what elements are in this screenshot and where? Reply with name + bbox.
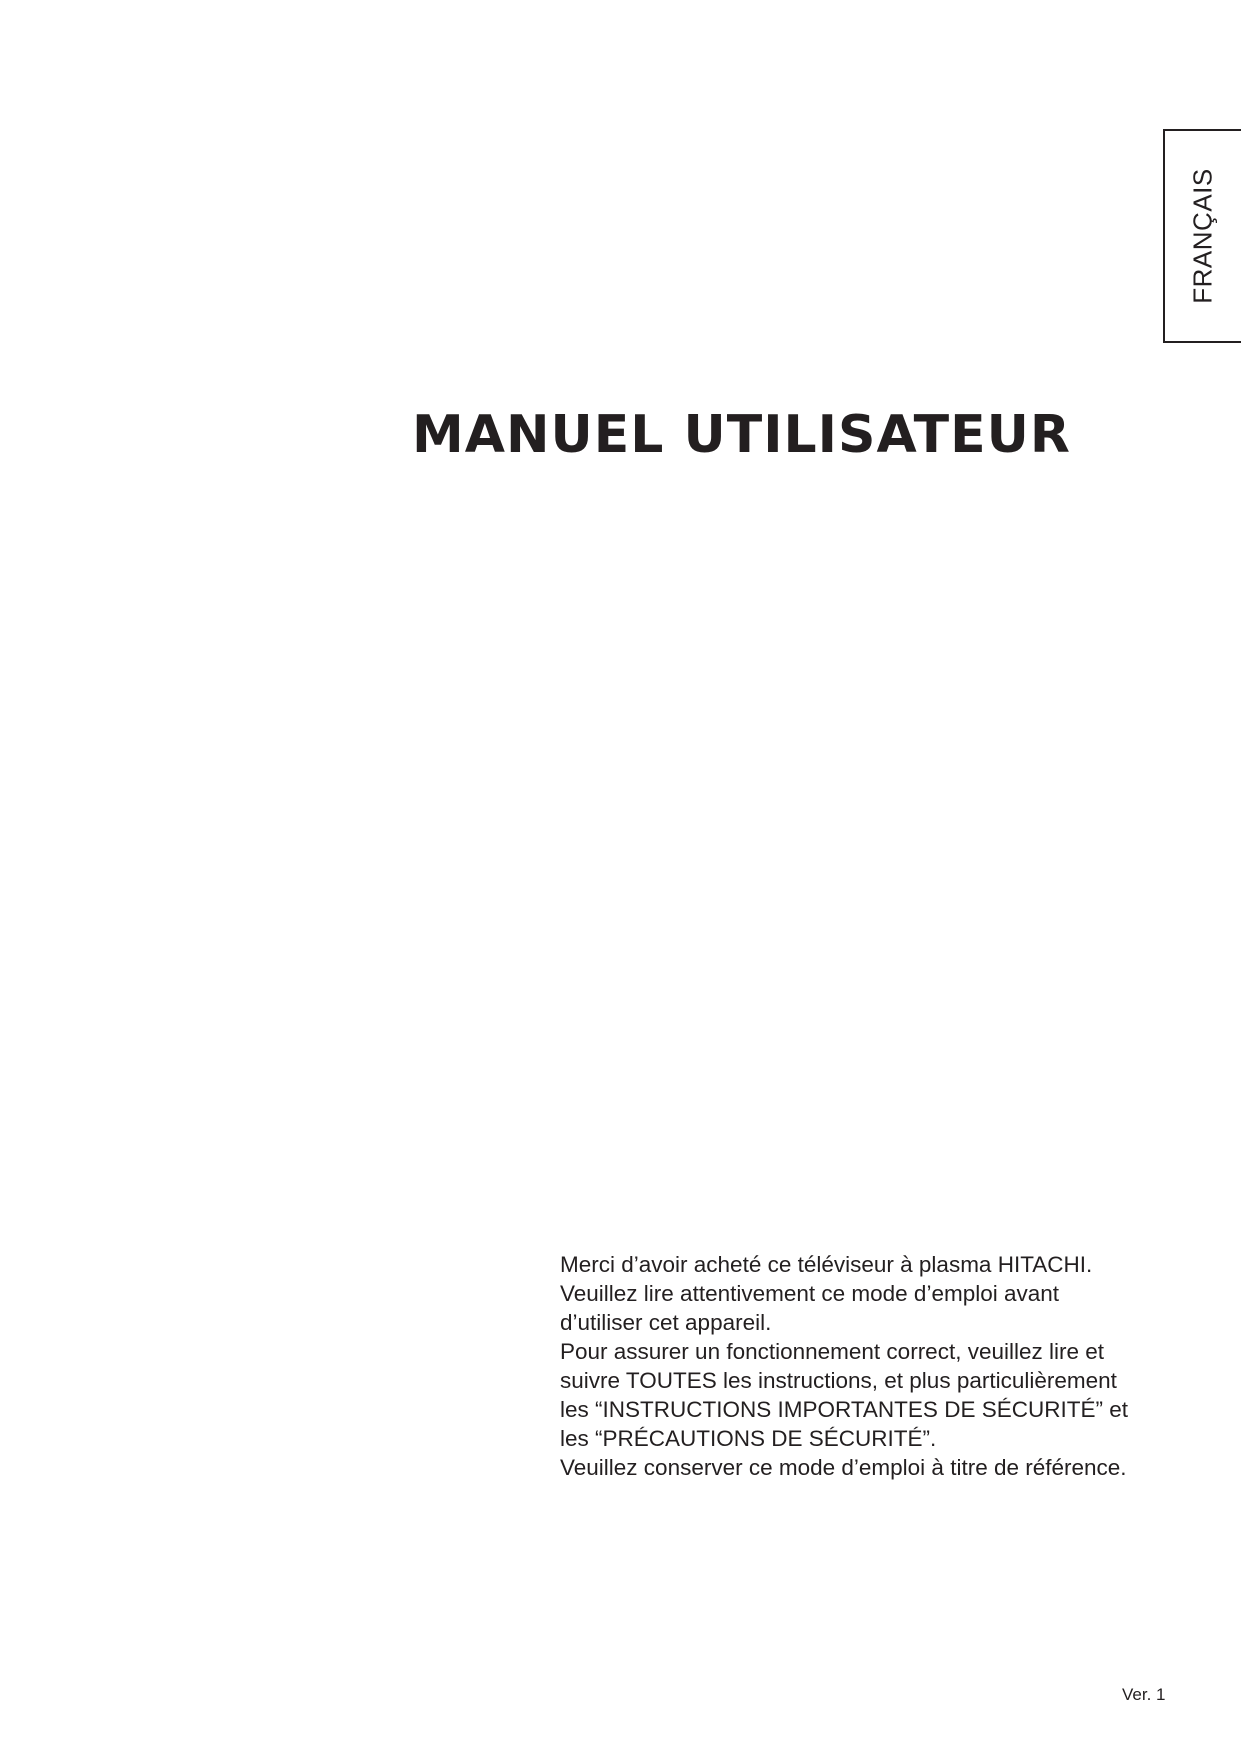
intro-line: les “INSTRUCTIONS IMPORTANTES DE SÉCURITÉ” et [560, 1397, 1128, 1422]
intro-line: Pour assurer un fonctionnement correct, veuillez lire et [560, 1339, 1105, 1364]
version-label: Ver. 1 [1122, 1685, 1166, 1704]
intro-line: Merci d’avoir acheté ce téléviseur à plasma HITACHI. [560, 1252, 1093, 1277]
intro-line: Veuillez conserver ce mode d’emploi à titre de référence. [560, 1455, 1127, 1480]
intro-paragraph [560, 1250, 1200, 1482]
language-tab [1163, 129, 1241, 343]
document-title: MANUEL UTILISATEUR [412, 405, 1071, 465]
intro-line: Veuillez lire attentivement ce mode d’emploi avant [560, 1281, 1060, 1306]
intro-line: les “PRÉCAUTIONS DE SÉCURITÉ”. [560, 1426, 937, 1451]
language-tab-label: FRANÇAIS [1187, 168, 1218, 304]
intro-line: suivre TOUTES les instructions, et plus particulièrement [560, 1368, 1117, 1393]
intro-line: d’utiliser cet appareil. [560, 1310, 772, 1335]
